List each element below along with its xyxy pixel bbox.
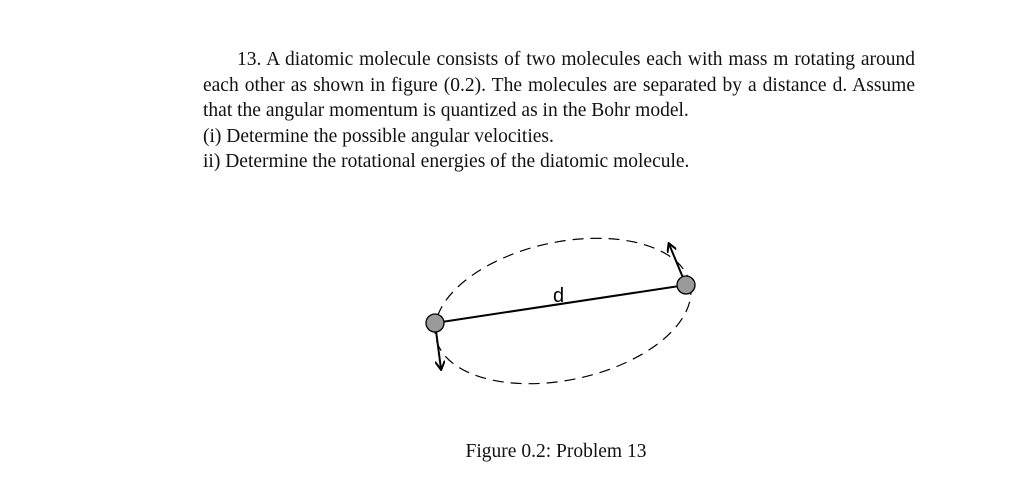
- problem-part-ii: ii) Determine the rotational energies of the diatomic molecule.: [203, 151, 690, 173]
- problem-part-i: (i) Determine the possible angular velocities.: [203, 125, 554, 147]
- distance-label: d: [553, 285, 565, 307]
- figure-caption: Figure 0.2: Problem 13: [465, 441, 647, 462]
- orbit-ellipse: [421, 216, 704, 405]
- molecule-right: [677, 276, 695, 294]
- molecule-left: [426, 314, 444, 332]
- problem-intro: 13. A diatomic molecule consists of two molecules each with mass m rotating around each other as shown in figure (0.2). The molecules are separated by a distance d. Assume that the angular momentum is quantized as in the Bohr model.: [203, 49, 915, 122]
